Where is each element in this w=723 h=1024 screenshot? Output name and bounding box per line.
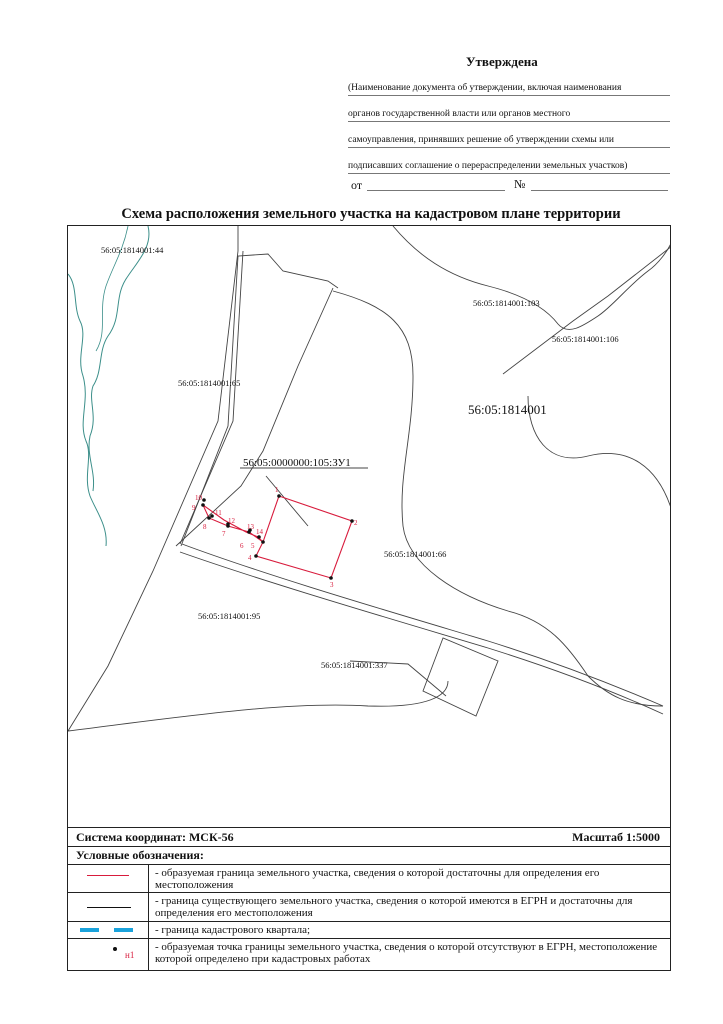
point-label-12: 12 [228,517,235,525]
river-bank-east [89,226,149,491]
road-west-edge-2 [180,251,243,544]
point-5 [261,540,265,544]
scheme-title: Схема расположения земельного участка на кадастровом плане территории [121,206,621,222]
legend-text-new-boundary: - образуемая граница земельного участка, сведения о которой достаточны для определения его местоположения [155,867,600,891]
legend-text-quarter-boundary: - граница кадастрового квартала; [155,924,311,936]
point-label-10: 10 [195,494,202,502]
map-scale: Масштаб 1:5000 [572,830,660,844]
legend-row-new-point [68,938,670,971]
point-label-4: 4 [248,554,252,562]
parcel-65-line [181,254,338,546]
point-4 [254,554,258,558]
road-south-2 [180,552,663,714]
leader-zu1 [240,468,368,526]
road-ridge-east [528,396,671,511]
point-label-3: 3 [330,581,334,589]
point-label-symbol: н1 [125,950,135,960]
label-parcel-95: 56:05:1814001:95 [198,611,261,621]
road-south-1 [182,544,663,706]
coord-row [68,828,670,847]
approval-line-4: подписавших соглашение о перераспределении земельных участков) [348,160,670,174]
legend-text-new-point: - образуемая точка границы земельного участка, сведения о которой отсутствуют в ЕГРН, местоположение которой определено при кадастровых работах [155,941,658,965]
point-10 [202,498,206,502]
approval-line-3: самоуправления, принявших решение об утверждении схемы или [348,134,670,148]
point-11 [210,514,214,518]
point-label-14: 14 [256,528,263,536]
blue-dash-symbol [80,928,99,932]
point-label-2: 2 [354,519,358,527]
parcel-103-line [393,226,671,329]
legend-text-existing-boundary: - граница существующего земельного участка, сведения о которой имеются в ЕГРН и достаточны для определения его местоположения [155,895,633,919]
approval-line-2: органов государственной власти или органов местного [348,108,670,122]
legend-symbol-cell [68,893,149,922]
point-3 [329,576,333,580]
approved-title: Утверждена [466,54,538,69]
parcel-106-line [503,246,671,374]
map-svg [68,226,671,828]
point-1 [277,494,281,498]
parcel-337 [423,638,498,716]
point-symbol [113,947,117,951]
legend-symbol-cell [68,939,149,971]
point-label-8: 8 [203,523,207,531]
label-parcel-106: 56:05:1814001:106 [552,334,619,344]
existing-boundaries [68,226,671,731]
legend-row-quarter-boundary [68,921,670,939]
parcel-zu1 [192,486,358,589]
blue-dash-symbol [114,928,133,932]
point-9 [201,503,205,507]
point-label-13: 13 [247,523,254,531]
river [68,226,149,546]
label-zu1: 56:05:0000000:105:ЗУ1 [243,457,351,469]
date-number-row [351,178,671,192]
cadastral-map [67,225,671,828]
parcel-65-east [176,288,333,546]
parcel-labels [101,245,619,670]
point-label-9: 9 [192,504,196,512]
approval-block [348,82,670,186]
river-bank-west [68,274,106,546]
legend-row-existing-boundary [68,892,670,922]
point-label-5: 5 [251,542,255,550]
black-line-symbol [87,907,131,908]
label-parcel-66: 56:05:1814001:66 [384,549,447,559]
point-label-11: 11 [215,509,222,517]
legend-heading: Условные обозначения: [76,848,204,862]
number-label: № [514,177,526,191]
legend-row-new-boundary [68,864,670,893]
label-parcel-337: 56:05:1814001:337 [321,660,388,670]
date-blank-line [367,190,505,191]
red-line-symbol [87,875,129,876]
label-parcel-65: 56:05:1814001:65 [178,378,241,388]
approval-line-1: (Наименование документа об утверждении, включая наименования [348,82,670,96]
number-blank-line [531,190,668,191]
point-8 [207,516,211,520]
ot-label: от [351,178,363,192]
label-parcel-44: 56:05:1814001:44 [101,245,164,255]
legend-box [67,828,671,971]
point-label-7: 7 [222,530,226,538]
point-label-6: 6 [240,542,244,550]
label-parcel-103: 56:05:1814001:103 [473,298,540,308]
coord-system: Система координат: МСК-56 [76,830,234,844]
legend-symbol-cell [68,865,149,893]
parcel-95-south [68,681,448,731]
point-label-1: 1 [275,486,279,494]
label-quarter: 56:05:1814001 [468,402,547,417]
legend-symbol-cell [68,922,149,939]
